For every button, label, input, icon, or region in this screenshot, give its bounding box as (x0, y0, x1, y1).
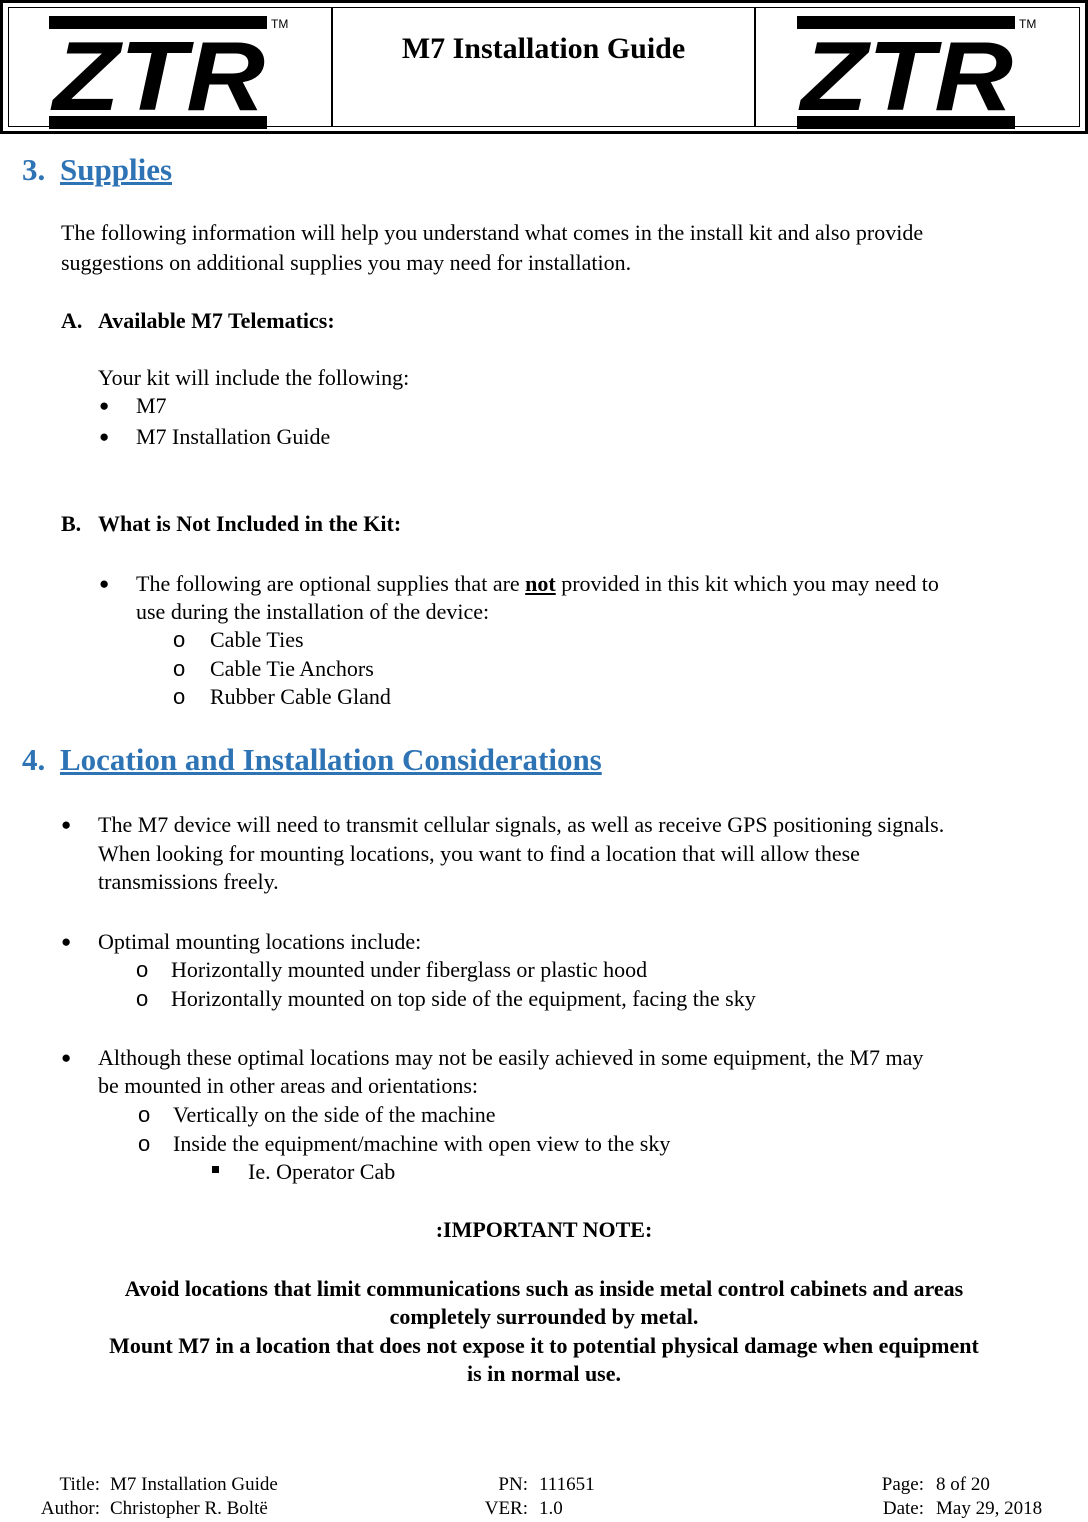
alternate-locations-line: Although these optimal locations may not be easily achieved in some equipment, the M7 may (98, 1045, 924, 1070)
bullet-icon: ● (99, 396, 110, 415)
alternate-location-item: Inside the equipment/machine with open view to the sky (173, 1131, 671, 1156)
emphasis-not: not (525, 571, 556, 596)
footer-date-value: May 29, 2018 (936, 1498, 1043, 1519)
kit-lead-text: Your kit will include the following: (98, 365, 410, 390)
section-3-heading (22, 152, 172, 188)
svg-text:ZTR: ZTR (797, 21, 1014, 131)
ztr-logo-icon (47, 12, 297, 132)
optional-item: Cable Tie Anchors (210, 656, 374, 681)
circle-bullet-icon: o (136, 957, 149, 982)
optional-item: Cable Ties (210, 627, 304, 652)
optimal-location-item: Horizontally mounted under fiberglass or plastic hood (171, 957, 648, 982)
alternate-locations-line: be mounted in other areas and orientations: (98, 1073, 478, 1098)
ztr-logo-right (757, 8, 1077, 131)
subsection-a-title: Available M7 Telematics: (98, 308, 335, 333)
page-header (0, 0, 1088, 134)
ztr-logo-icon (795, 12, 1045, 132)
section-title: Location and Installation Considerations (60, 742, 602, 777)
signal-paragraph-line: The M7 device will need to transmit cellular signals, as well as receive GPS positioning signals. (98, 812, 945, 837)
svg-text:TM: TM (1019, 17, 1037, 31)
square-bullet-icon (212, 1166, 219, 1173)
important-note-line: is in normal use. (466, 1361, 622, 1386)
footer-author-value: Christopher R. Boltë (110, 1498, 268, 1519)
signal-paragraph-line: When looking for mounting locations, you want to find a location that will allow these (98, 841, 860, 866)
ztr-logo-left (9, 8, 329, 131)
footer-date-label: Date: (882, 1498, 924, 1519)
important-note-heading: :IMPORTANT NOTE: (435, 1217, 653, 1242)
footer-page-label: Page: (881, 1474, 924, 1495)
signal-paragraph-line: transmissions freely. (98, 869, 279, 894)
footer-author-label: Author: (40, 1498, 100, 1519)
alternate-location-item: Vertically on the side of the machine (173, 1102, 496, 1127)
bullet-icon: ● (99, 427, 110, 446)
important-note-line: Mount M7 in a location that does not expose it to potential physical damage when equipment (109, 1333, 979, 1358)
bullet-icon: ● (61, 1048, 72, 1067)
bullet-icon: ● (61, 932, 72, 951)
section-title: Supplies (60, 152, 173, 187)
subsection-b-title: What is Not Included in the Kit: (98, 511, 402, 536)
bullet-icon: ● (99, 574, 110, 593)
document-title: M7 Installation Guide (331, 8, 756, 126)
intro-line-1: The following information will help you understand what comes in the install kit and also provide (61, 220, 924, 245)
text-run: The following are optional supplies that are (136, 571, 526, 596)
optional-supplies-line-1 (136, 570, 939, 598)
circle-bullet-icon: o (173, 656, 186, 681)
optimal-location-item: Horizontally mounted on top side of the equipment, facing the sky (171, 986, 756, 1011)
intro-line-2: suggestions on additional supplies you may need for installation. (61, 250, 632, 275)
svg-text:ZTR: ZTR (49, 21, 266, 131)
circle-bullet-icon: o (136, 986, 149, 1011)
alternate-location-subitem: Ie. Operator Cab (248, 1159, 396, 1184)
section-4-heading (22, 742, 602, 778)
section-number: 4. (22, 742, 46, 777)
kit-item: M7 Installation Guide (136, 424, 331, 449)
circle-bullet-icon: o (173, 684, 186, 709)
circle-bullet-icon: o (173, 627, 186, 652)
svg-text:TM: TM (271, 17, 289, 31)
footer-pn-label: PN: (498, 1474, 528, 1495)
kit-item: M7 (136, 393, 167, 418)
bullet-icon: ● (61, 815, 72, 834)
circle-bullet-icon: o (138, 1102, 151, 1127)
optional-item: Rubber Cable Gland (210, 684, 391, 709)
section-number: 3. (22, 152, 46, 187)
header-frame (8, 7, 1080, 131)
subsection-b-letter: B. (61, 511, 82, 536)
optimal-locations-lead: Optimal mounting locations include: (98, 929, 422, 954)
footer-ver-value: 1.0 (539, 1498, 563, 1519)
footer-title-value: M7 Installation Guide (110, 1474, 278, 1495)
footer-page-value: 8 of 20 (936, 1474, 990, 1495)
text-run: provided in this kit which you may need to (555, 571, 939, 596)
circle-bullet-icon: o (138, 1131, 151, 1156)
footer-ver-label: VER: (484, 1498, 528, 1519)
important-note-line: completely surrounded by metal. (389, 1304, 699, 1329)
optional-supplies-line-2: use during the installation of the device: (136, 599, 490, 624)
footer-title-label: Title: (59, 1474, 100, 1495)
important-note-line: Avoid locations that limit communications such as inside metal control cabinets and areas (124, 1276, 964, 1301)
subsection-a-letter: A. (61, 308, 83, 333)
page-footer (0, 1474, 1088, 1522)
footer-pn-value: 111651 (539, 1474, 595, 1495)
